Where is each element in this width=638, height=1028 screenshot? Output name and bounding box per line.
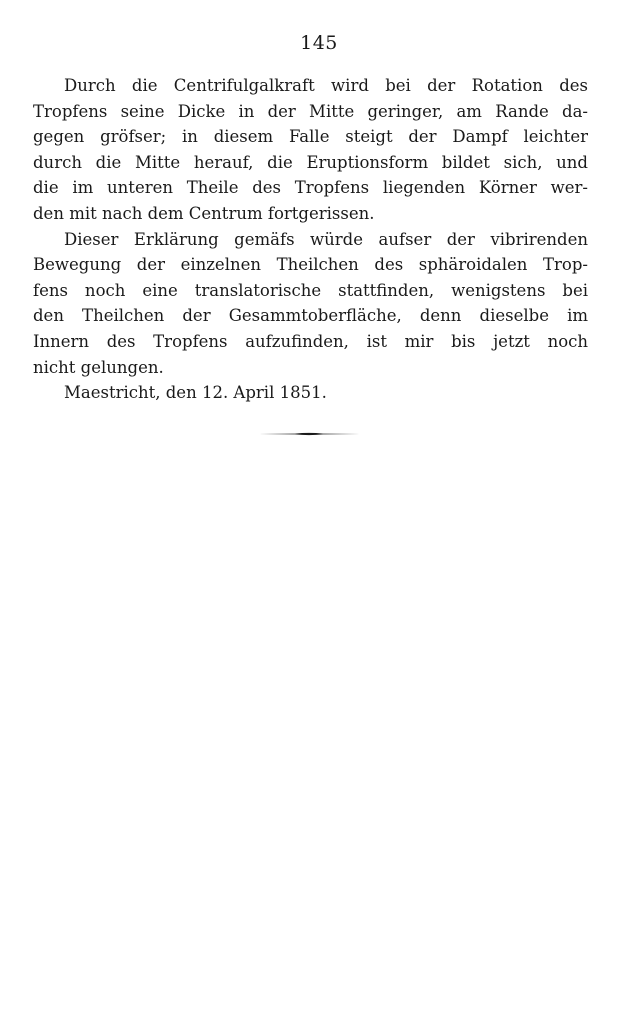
text-line: Innern des Tropfens aufzufinden, ist mir bis jetzt noch: [33, 331, 588, 351]
text-line: den mit nach dem Centrum fortgerissen.: [33, 203, 375, 223]
text-line: Tropfens seine Dicke in der Mitte geringer, am Rande da-: [33, 101, 588, 121]
body-text: [33, 73, 588, 406]
text-line: den Theilchen der Gesammtoberfläche, denn dieselbe im: [33, 306, 588, 326]
text-line: durch die Mitte herauf, die Eruptionsform bildet sich, und: [33, 152, 588, 172]
page-number: 145: [300, 32, 338, 54]
text-line: die im unteren Theile des Tropfens liegenden Körner wer-: [33, 178, 588, 198]
closing-rule: [259, 432, 360, 436]
text-line: Bewegung der einzelnen Theilchen des sphäroidalen Trop-: [33, 255, 588, 275]
text-line: Durch die Centrifulgalkraft wird bei der Rotation des: [64, 76, 588, 95]
dateline: Maestricht, den 12. April 1851.: [64, 383, 327, 403]
decorative-rule-icon: [259, 432, 360, 436]
text-line: fens noch eine translatorische stattfinden, wenigstens bei: [33, 280, 588, 300]
text-line: gegen gröfser; in diesem Falle steigt der Dampf leichter: [33, 127, 588, 147]
text-line: Dieser Erklärung gemäfs würde aufser der vibrirenden: [64, 229, 588, 249]
text-line: nicht gelungen.: [33, 357, 164, 377]
